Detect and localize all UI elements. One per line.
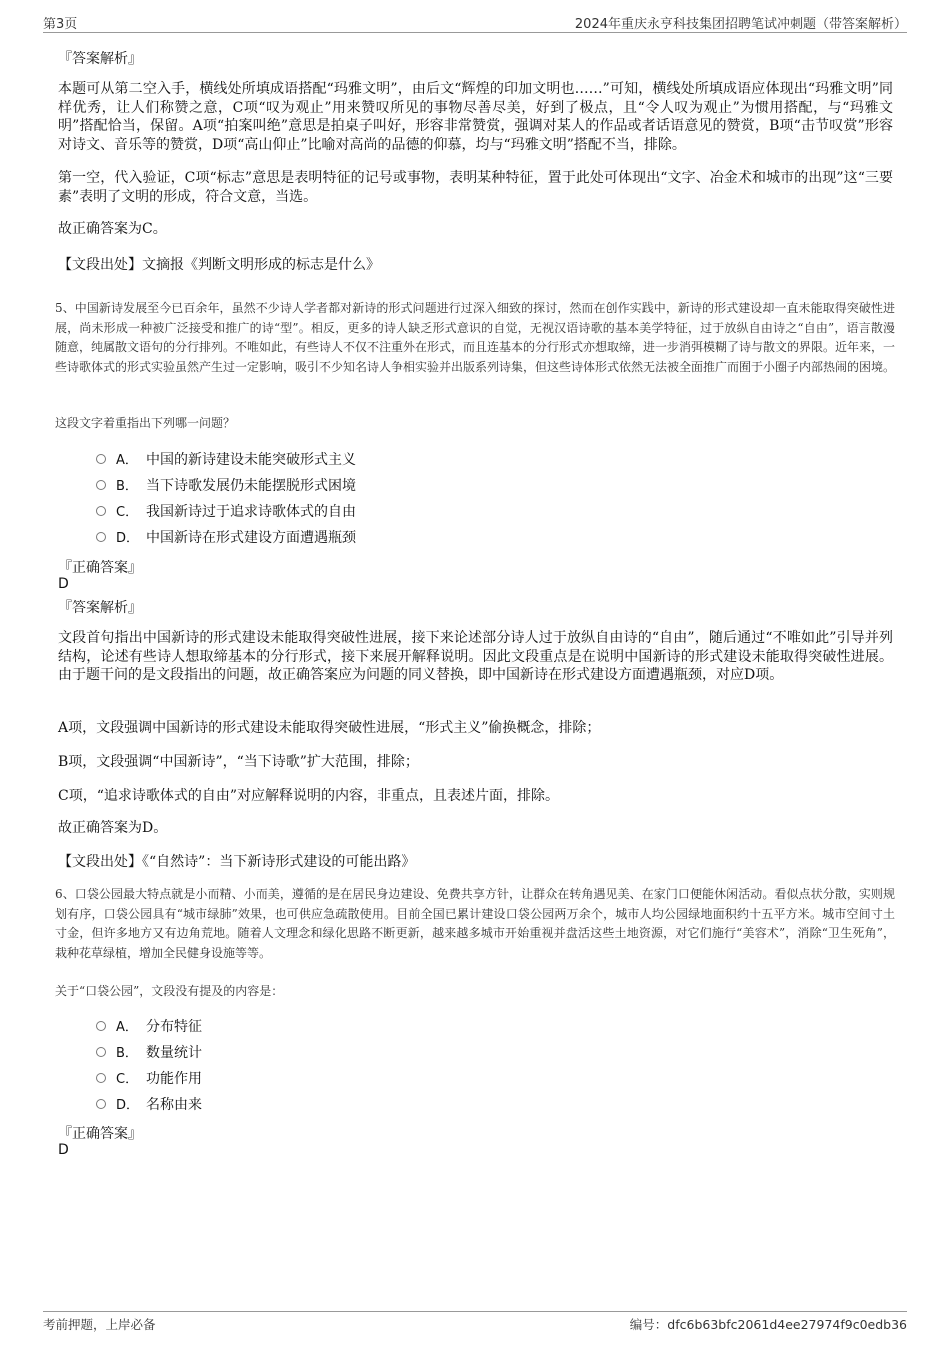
correct-answer-label: 『正确答案』 bbox=[58, 1126, 142, 1142]
radio-icon[interactable] bbox=[96, 532, 106, 542]
analysis-paragraph-1: 本题可从第二空入手，横线处所填成语搭配“玛雅文明”，由后文“辉煌的印加文明也……”可知，横线处所填成语应体现出“玛雅文明”同样优秀，让人们称赞之意，C项“叹为观止”用来赞叹所见的事物尽善尽美，好到了极点，且“令人叹为观止”为惯用搭配，与“玛雅文明”搭配恰当，保留。A项“拍案叫绝”意思是拍桌子叫好，形容非常赞赏，强调对某人的作品或者话语意见的赞赏，B项“击节叹赏”形容对诗文、音乐等的赞赏，D项“高山仰止”比喻对高尚的品德的仰慕，均与“玛雅文明”搭配不当，排除。 bbox=[58, 81, 893, 153]
correct-answer-label: 『正确答案』 bbox=[58, 560, 142, 576]
question-5-option-c[interactable]: C． 我国新诗过于追求诗歌体式的自由 bbox=[96, 502, 356, 522]
question-5-prompt: 这段文字着重指出下列哪一问题？ bbox=[55, 416, 236, 430]
question-6-prompt: 关于“口袋公园”，文段没有提及的内容是： bbox=[55, 984, 284, 998]
question-6-option-d[interactable]: D． 名称由来 bbox=[96, 1095, 202, 1115]
question-6-option-a[interactable]: A． 分布特征 bbox=[96, 1017, 202, 1037]
radio-icon[interactable] bbox=[96, 480, 106, 490]
document-title: 2024年重庆永亨科技集团招聘笔试冲刺题（带答案解析） bbox=[574, 17, 907, 32]
analysis-label: 『答案解析』 bbox=[58, 51, 142, 67]
analysis-paragraph-1: 文段首句指出中国新诗的形式建设未能取得突破性进展，接下来论述部分诗人过于放纵自由诗的“自由”，随后通过“不唯如此”引导并列结构，论述有些诗人想取缔基本的分行形式，接下来展开解释说明。因此文段重点是在说明中国新诗的形式建设未能取得突破性进展。由于题干问的是文段指出的问题，故正确答案应为问题的同义替换，即中国新诗在形式建设方面遭遇瓶颈，对应D项。 bbox=[58, 630, 893, 683]
document-id: 编号：dfc6b63bfc2061d4ee27974f9c0edb36 bbox=[629, 1317, 907, 1332]
question-5-option-a[interactable]: A． 中国的新诗建设未能突破形式主义 bbox=[96, 450, 356, 470]
analysis-paragraph-3: B项，文段强调“中国新诗”，“当下诗歌”扩大范围，排除； bbox=[58, 754, 419, 770]
radio-icon[interactable] bbox=[96, 506, 106, 516]
question-5-option-b[interactable]: B． 当下诗歌发展仍未能摆脱形式困境 bbox=[96, 476, 356, 496]
radio-icon[interactable] bbox=[96, 1021, 106, 1031]
correct-answer-value: D bbox=[58, 1142, 69, 1158]
question-6-passage: 6、口袋公园最大特点就是小而精、小而美，遵循的是在居民身边建设、免费共享方针，让群众在转角遇见美、在家门口便能休闲活动。看似点状分散，实则规划有序，口袋公园具有“城市绿肺”效果，也可供应急疏散使用。目前全国已累计建设口袋公园两万余个，城市人均公园绿地面积约十五平方米。城市空间寸土寸金，但许多地方又有边角荒地。随着人文理念和绿化思路不断更新，越来越多城市开始重视并盘活这些土地资源，对它们施行“美容术”，消除“卫生死角”，栽种花草绿植，增加全民健身设施等等。 bbox=[55, 887, 895, 960]
analysis-label: 『答案解析』 bbox=[58, 600, 142, 616]
radio-icon[interactable] bbox=[96, 454, 106, 464]
source-citation: 【文段出处】《“自然诗”：当下新诗形式建设的可能出路》 bbox=[58, 854, 416, 870]
analysis-conclusion: 故正确答案为C。 bbox=[58, 221, 167, 237]
radio-icon[interactable] bbox=[96, 1047, 106, 1057]
correct-answer-value: D bbox=[58, 576, 69, 592]
page-footer bbox=[43, 1311, 907, 1334]
question-5-option-d[interactable]: D． 中国新诗在形式建设方面遭遇瓶颈 bbox=[96, 528, 356, 548]
radio-icon[interactable] bbox=[96, 1099, 106, 1109]
analysis-conclusion: 故正确答案为D。 bbox=[58, 820, 168, 836]
page-number: 第3页 bbox=[43, 17, 78, 32]
source-citation: 【文段出处】文摘报《判断文明形成的标志是什么》 bbox=[58, 257, 380, 273]
analysis-paragraph-4: C项，“追求诗歌体式的自由”对应解释说明的内容，非重点，且表述片面，排除。 bbox=[58, 788, 560, 804]
question-6-option-c[interactable]: C． 功能作用 bbox=[96, 1069, 202, 1089]
analysis-paragraph-2: 第一空，代入验证，C项“标志”意思是表明特征的记号或事物，表明某种特征，置于此处可体现出“文字、冶金术和城市的出现”这“三要素”表明了文明的形成，符合文意，当选。 bbox=[58, 170, 893, 205]
footer-slogan: 考前押题，上岸必备 bbox=[43, 1317, 156, 1332]
question-6-option-b[interactable]: B． 数量统计 bbox=[96, 1043, 202, 1063]
question-5-passage: 5、中国新诗发展至今已百余年，虽然不少诗人学者都对新诗的形式问题进行过深入细致的探讨，然而在创作实践中，新诗的形式建设却一直未能取得突破性进展，尚未形成一种被广泛接受和推广的诗“型”。相反，更多的诗人缺乏形式意识的自觉，无视汉语诗歌的基本美学特征，过于放纵自由诗之“自由”，语言散漫随意，纯属散文语句的分行排列。不唯如此，有些诗人不仅不注重外在形式，而且连基本的分行形式亦想取缔，进一步消弭模糊了诗与散文的界限。近年来，一些诗歌体式的形式实验虽然产生过一定影响，吸引不少知名诗人争相实验并出版系列诗集，但这些诗体形式依然无法被全面推广而囿于小圈子内部热闹的困境。 bbox=[55, 301, 896, 374]
analysis-paragraph-2: A项，文段强调中国新诗的形式建设未能取得突破性进展，“形式主义”偷换概念，排除； bbox=[58, 720, 601, 736]
page-header bbox=[43, 10, 907, 33]
radio-icon[interactable] bbox=[96, 1073, 106, 1083]
